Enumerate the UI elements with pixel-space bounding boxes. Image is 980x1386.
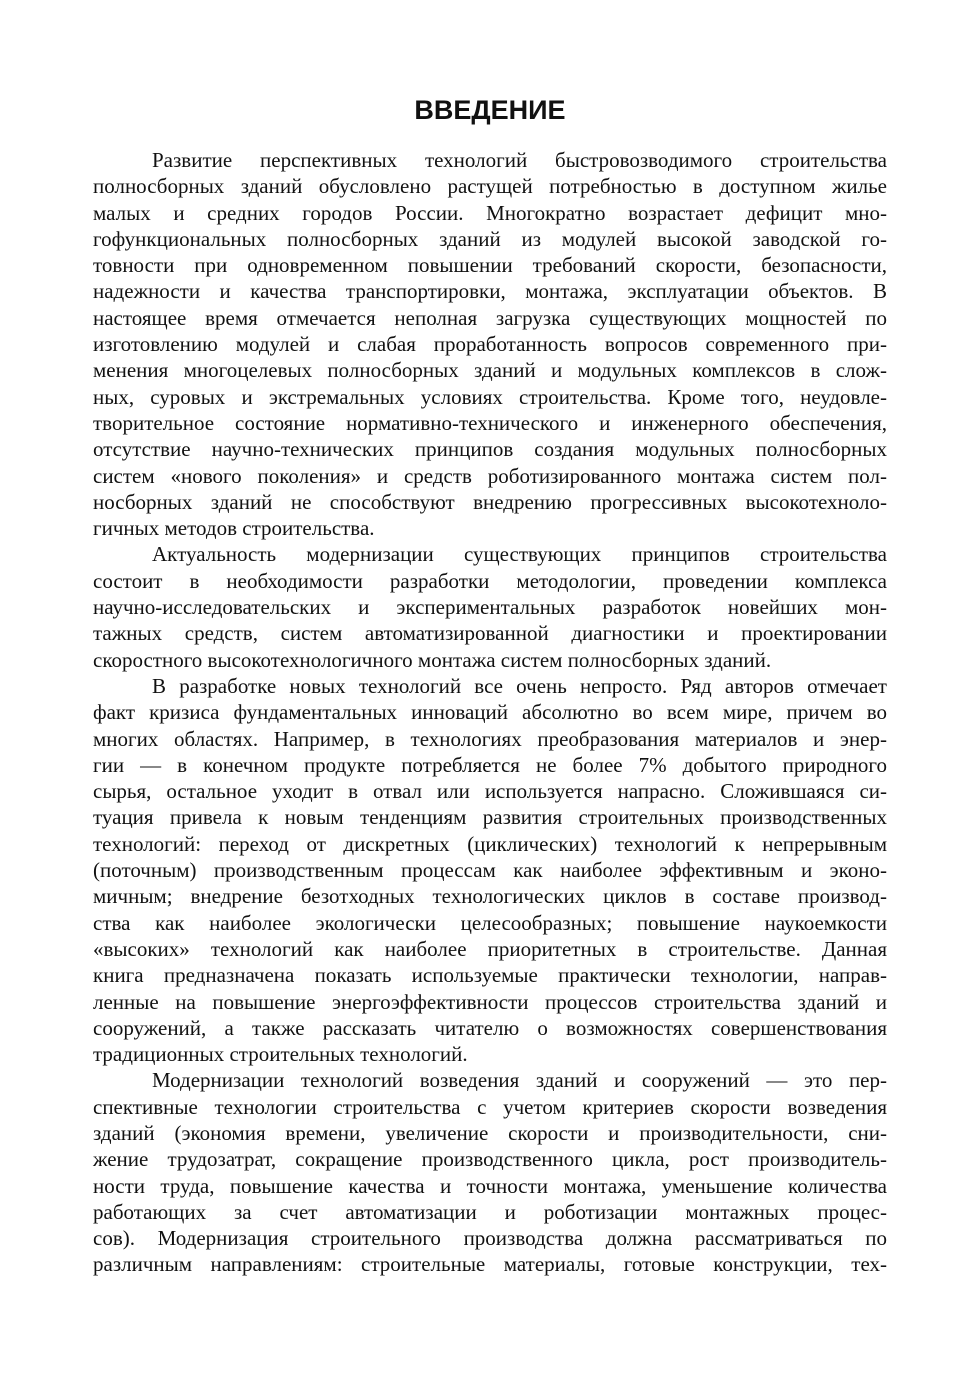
text-line: мичным; внедрение безотходных технологических циклов в составе производ-	[93, 884, 887, 909]
text-line: Развитие перспективных технологий быстровозводимого строительства	[152, 148, 887, 172]
text-line: В разработке новых технологий все очень непросто. Ряд авторов отмечает	[152, 673, 887, 698]
text-line: технологий: переход от дискретных (циклических) технологий к непрерывным	[93, 831, 887, 856]
text-line: книга предназначена показать используемые практически технологии, направ-	[93, 963, 887, 988]
text-line: сооружений, а также рассказать читателю о возможностях совершенствования	[93, 1015, 887, 1040]
text-line: творительное состояние нормативно-технического и инженерного обеспечения,	[93, 410, 887, 435]
text-line: работающих за счет автоматизации и роботизации монтажных процес-	[93, 1199, 887, 1224]
text-line: жение трудозатрат, сокращение производственного цикла, рост производитель-	[93, 1147, 887, 1172]
text-line: гии — в конечном продукте потребляется не более 7% добытого природного	[93, 752, 887, 777]
paragraph-4	[93, 1067, 887, 1277]
text-line: систем «нового поколения» и средств роботизированного монтажа систем пол-	[93, 463, 887, 488]
text-line: ных, суровых и экстремальных условиях строительства. Кроме того, неудовле-	[93, 384, 887, 409]
text-line: (поточным) производственным процессам как наиболее эффективным и эконо-	[93, 858, 887, 883]
text-line: отсутствие научно-технических принципов создания модульных полносборных	[93, 437, 887, 462]
text-line: малых и средних городов России. Многократно возрастает дефицит мно-	[93, 200, 887, 225]
text-line: сов). Модернизация строительного производства должна рассматриваться по	[93, 1226, 887, 1251]
paragraph-3	[93, 673, 887, 1067]
text-line: тажных средств, систем автоматизированной диагностики и проектировании	[93, 621, 887, 646]
text-line: многих областях. Например, в технологиях преобразования материалов и энер-	[93, 726, 887, 751]
text-line: различным направлениям: строительные материалы, готовые конструкции, тех-	[93, 1252, 887, 1277]
text-line: Модернизации технологий возведения зданий и сооружений — это пер-	[152, 1068, 887, 1093]
text-line: носборных зданий не способствуют внедрению прогрессивных высокотехноло-	[93, 489, 887, 514]
text-line: надежности и качества транспортировки, монтажа, эксплуатации объектов. В	[93, 279, 887, 304]
text-line: состоит в необходимости разработки методологии, проведении комплекса	[93, 568, 887, 593]
text-line: изготовлению модулей и слабая проработанность вопросов современного при-	[93, 332, 887, 357]
text-line: «высоких» технологий как наиболее приоритетных в строительстве. Данная	[93, 936, 887, 961]
body-text	[93, 147, 887, 1278]
text-line: ности труда, повышение качества и точности монтажа, уменьшение количества	[93, 1173, 887, 1198]
text-line: гичных методов строительства.	[93, 516, 375, 541]
text-line: ства как наиболее экологически целесообразных; повышение наукоемкости	[93, 910, 887, 935]
text-line: настоящее время отмечается неполная загрузка существующих мощностей по	[93, 305, 887, 330]
text-line: товности при одновременном повышении требований скорости, безопасности,	[93, 253, 887, 278]
text-line: Актуальность модернизации существующих принципов строительства	[152, 542, 887, 567]
paragraph-1	[93, 147, 887, 541]
text-line: спективные технологии строительства с учетом критериев скорости возведения	[93, 1094, 887, 1119]
page-title: ВВЕДЕНИЕ	[414, 95, 566, 125]
text-line: полносборных зданий обусловлено растущей потребностью в доступном жилье	[93, 174, 887, 199]
text-line: туация привела к новым тенденциям развития строительных производственных	[93, 805, 887, 830]
text-line: гофункциональных полносборных зданий из модулей высокой заводской го-	[93, 226, 887, 251]
paragraph-2	[93, 541, 887, 672]
text-line: научно-исследовательских и экспериментальных разработок новейших мон-	[93, 595, 887, 620]
text-line: ленные на повышение энергоэффективности процессов строительства зданий и	[93, 989, 887, 1014]
text-line: сырья, остальное уходит в отвал или используется напрасно. Сложившаяся си-	[93, 779, 887, 804]
text-line: менения многоцелевых полносборных зданий и модульных комплексов в слож-	[93, 358, 887, 383]
text-line: скоростного высокотехнологичного монтажа систем полносборных зданий.	[93, 647, 772, 672]
text-line: традиционных строительных технологий.	[93, 1042, 468, 1067]
text-line: зданий (экономия времени, увеличение скорости и производительности, сни-	[93, 1120, 887, 1145]
text-line: факт кризиса фундаментальных инноваций абсолютно во всем мире, причем во	[93, 700, 887, 725]
